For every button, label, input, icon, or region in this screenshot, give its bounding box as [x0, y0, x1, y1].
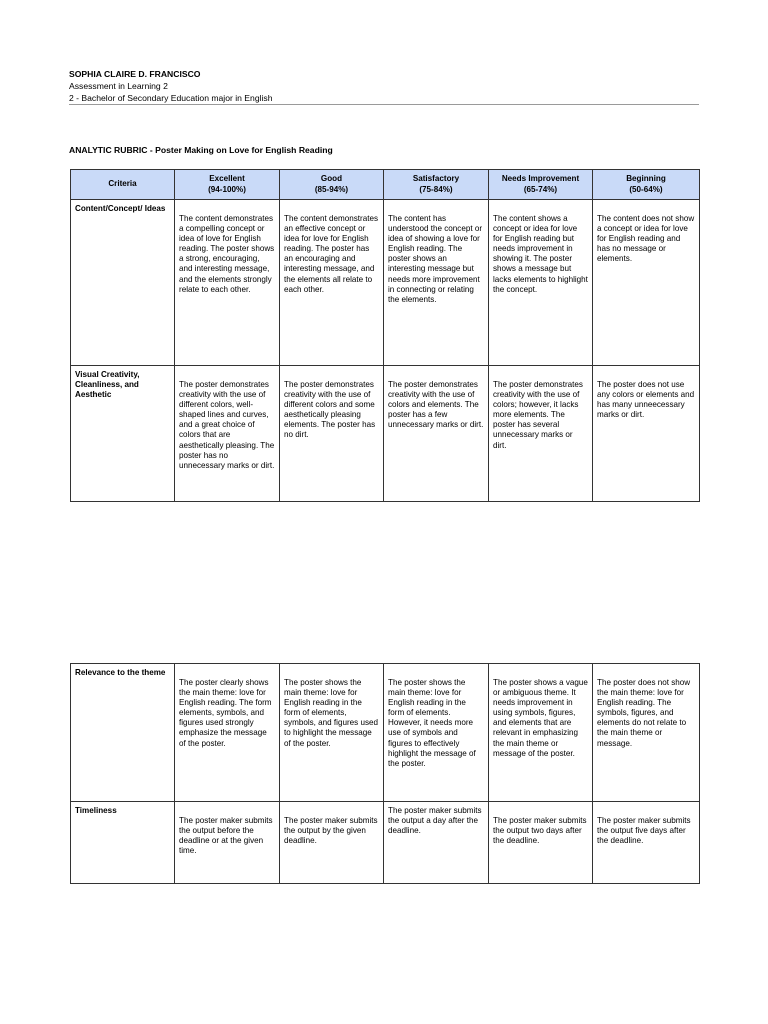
excellent-cell: The poster maker submits the output before the deadline or at the given time.: [175, 802, 280, 884]
column-header-needs-improvement: [489, 170, 593, 200]
rubric-header-row: [71, 170, 700, 200]
beginning-cell: The poster does not show the main theme: love for English reading. The symbols, figures, and elements do not relate to the main theme or message.: [593, 664, 700, 802]
column-header-good: [280, 170, 384, 200]
excellent-cell: The poster clearly shows the main theme: love for English reading. The form elements, symbols, and figures used strongly emphasize the message of the poster.: [175, 664, 280, 802]
header-divider: [69, 104, 699, 105]
column-range: (85-94%): [314, 184, 349, 194]
column-range: (50-64%): [629, 184, 663, 194]
document-header: [69, 68, 699, 104]
good-cell: The poster demonstrates creativity with the use of different colors and some aesthetically pleasing elements. The poster has no dirt.: [280, 366, 384, 502]
criteria-cell: Timeliness: [71, 802, 175, 884]
needs-improvement-cell: The poster demonstrates creativity with the use of colors; however, it lacks more elements. The poster has several unnecessary marks or dirt.: [489, 366, 593, 502]
column-range: (75-84%): [419, 184, 453, 194]
rubric-row-relevance: [71, 664, 700, 802]
rubric-title: ANALYTIC RUBRIC - Poster Making on Love for English Reading: [69, 145, 333, 155]
satisfactory-cell: The poster demonstrates creativity with the use of colors and elements. The poster has a few unnecessary marks or dirt.: [384, 366, 489, 502]
needs-improvement-cell: The poster maker submits the output two days after the deadline.: [489, 802, 593, 884]
excellent-cell: The poster demonstrates creativity with the use of different colors, well-shaped lines and curves, and a great choice of colors that are aesthetically pleasing. The poster has no unnecessary marks or dirt.: [175, 366, 280, 502]
good-cell: The poster shows the main theme: love for English reading in the form of elements, symbols, and figures used to highlight the message of the poster.: [280, 664, 384, 802]
rubric-row-timeliness: [71, 802, 700, 884]
column-label: Criteria: [108, 179, 137, 189]
column-header-criteria: [71, 170, 175, 200]
satisfactory-cell: The poster shows the main theme: love for English reading in the form of elements. However, it needs more use of symbols and figures to effectively highlight the message of the poster.: [384, 664, 489, 802]
satisfactory-cell: The content has understood the concept or idea of showing a love for English reading. The poster shows an interesting message but needs more improvement in connecting or relating the elements.: [384, 200, 489, 366]
criteria-cell: Content/Concept/ Ideas: [71, 200, 175, 366]
column-label: Excellent: [209, 174, 245, 184]
column-header-excellent: [175, 170, 280, 200]
column-header-beginning: [593, 170, 700, 200]
beginning-cell: The content does not show a concept or idea for love for English reading and has no message or elements.: [593, 200, 700, 366]
beginning-cell: The poster maker submits the output five days after the deadline.: [593, 802, 700, 884]
column-range: (94-100%): [208, 184, 246, 194]
satisfactory-cell: The poster maker submits the output a day after the deadline.: [384, 802, 489, 884]
criteria-cell: Visual Creativity, Cleanliness, and Aesthetic: [71, 366, 175, 502]
column-label: Good: [320, 174, 343, 184]
needs-improvement-cell: The poster shows a vague or ambiguous theme. It needs improvement in using symbols, figures, and elements that are relevant in emphasizing the main theme or message of the poster.: [489, 664, 593, 802]
column-range: (65-74%): [523, 184, 558, 194]
course-title: Assessment in Learning 2: [69, 81, 168, 91]
criteria-cell: Relevance to the theme: [71, 664, 175, 802]
good-cell: The content demonstrates an effective concept or idea for love for English reading. The poster has an encouraging and interesting message, and the elements all relate to each other.: [280, 200, 384, 366]
needs-improvement-cell: The content shows a concept or idea for love for English reading but needs improvement in showing it. The poster shows a message but lacks elements to highlight the concept.: [489, 200, 593, 366]
column-label: Needs Improvement: [501, 174, 580, 184]
column-label: Satisfactory: [412, 174, 460, 184]
rubric-table-page-part-1: [70, 169, 700, 502]
student-name: SOPHIA CLAIRE D. FRANCISCO: [69, 69, 201, 79]
column-header-satisfactory: [384, 170, 489, 200]
column-label: Beginning: [626, 174, 666, 184]
program-title: 2 - Bachelor of Secondary Education major in English: [69, 93, 273, 103]
rubric-table-page-part-2: [70, 663, 700, 884]
excellent-cell: The content demonstrates a compelling concept or idea of love for English reading. The poster shows a strong, encouraging, and interesting message, and the elements strongly relate to each other.: [175, 200, 280, 366]
good-cell: The poster maker submits the output by the given deadline.: [280, 802, 384, 884]
rubric-row-content-concept: [71, 200, 700, 366]
beginning-cell: The poster does not use any colors or elements and has many unneecessary marks or dirt.: [593, 366, 700, 502]
rubric-row-visual-creativity: [71, 366, 700, 502]
